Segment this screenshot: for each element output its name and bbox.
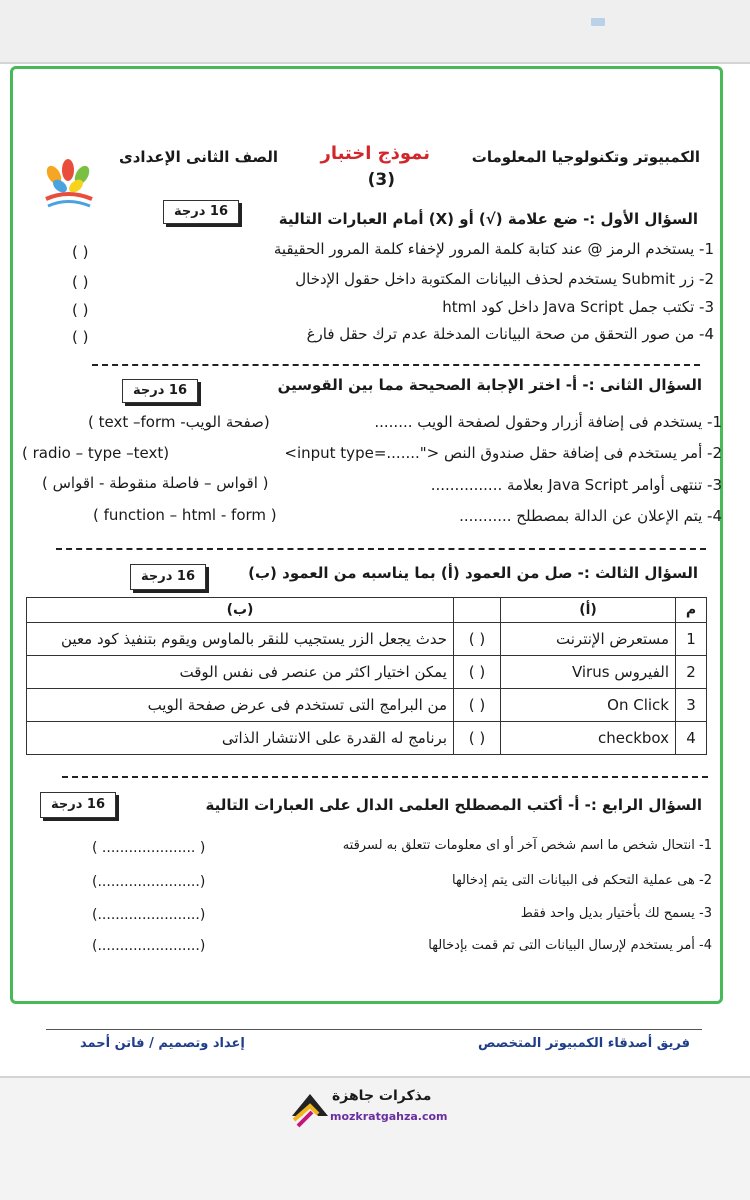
q4-item: 3- يسمح لك بأختيار بديل واحد فقط: [520, 906, 712, 921]
table-row: [27, 656, 707, 689]
table-row: [27, 722, 707, 755]
q1-item: 2- زر Submit يستخدم لحذف البيانات المكتوبة داخل حقول الإدخال: [295, 270, 714, 288]
col-num-header: م: [676, 598, 707, 623]
grade-label: الصف الثانى الإعدادى: [118, 148, 278, 166]
row-num: 3: [676, 689, 707, 722]
section-divider: [62, 776, 708, 778]
answer-bracket[interactable]: ( ): [454, 722, 501, 755]
row-num: 2: [676, 656, 707, 689]
subject-title: الكمبيوتر وتكنولوجيا المعلومات: [471, 148, 700, 166]
col-a-header: (أ): [501, 598, 676, 623]
section-divider: [92, 364, 700, 366]
answer-bracket[interactable]: ( ): [454, 623, 501, 656]
watermark-url[interactable]: mozkratgahza.com: [330, 1110, 448, 1123]
q2-item: 4- يتم الإعلان عن الدالة بمصطلح ...........: [459, 507, 722, 525]
row-num: 1: [676, 623, 707, 656]
q2-item: 3- تنتهى أوامر Java Script بعلامة ...............: [430, 476, 722, 494]
exam-number: (3): [367, 170, 395, 190]
col-b-cell: يمكن اختيار اكثر من عنصر فى نفس الوقت: [27, 656, 454, 689]
answer-bracket[interactable]: ( ): [454, 689, 501, 722]
site-watermark: [288, 1086, 458, 1132]
q4-item: 1- انتحال شخص ما اسم شخص آخر أو اى معلومات تتعلق به لسرقته: [342, 838, 712, 853]
watermark-arabic: مذكرات جاهزة: [332, 1088, 432, 1104]
table-row: [27, 689, 707, 722]
q3-score-badge: 16 درجة: [130, 564, 206, 590]
col-bracket-header: [454, 598, 501, 623]
q2-options: ( اقواس – فاصلة منقوطة - اقواس ): [42, 474, 269, 492]
q1-item: 4- من صور التحقق من صحة البيانات المدخلة عدم ترك حقل فارغ: [306, 325, 714, 343]
footer-credit: إعداد وتصميم / فاتن أحمد: [80, 1036, 245, 1051]
viewer-top-bar: [0, 0, 750, 62]
q2-item: 2- أمر يستخدم فى إضافة حقل صندوق النص <".......=input type>: [284, 444, 722, 462]
school-logo-icon: [40, 157, 98, 217]
tab-indicator-icon: [591, 18, 605, 26]
q4-title: السؤال الرابع :- أ- أكتب المصطلح العلمى الدال على العبارات التالية: [205, 796, 702, 814]
row-num: 4: [676, 722, 707, 755]
q2-options: (صفحة الويب- text –form ): [88, 413, 270, 431]
matching-table: [26, 597, 707, 755]
page-border: [10, 66, 723, 1004]
section-divider: [56, 548, 706, 550]
q4-answer-blank[interactable]: (.......................): [92, 907, 206, 923]
q2-item: 1- يستخدم فى إضافة أزرار وحقول لصفحة الويب ........: [374, 413, 722, 431]
q2-score-badge: 16 درجة: [122, 379, 198, 403]
q4-answer-blank[interactable]: (.......................): [92, 938, 206, 954]
col-b-cell: من البرامج التى تستخدم فى عرض صفحة الويب: [27, 689, 454, 722]
q2-options: ( function – html - form ): [93, 506, 277, 524]
answer-bracket[interactable]: ( ): [454, 656, 501, 689]
q1-title: السؤال الأول :- ضع علامة (√) أو (X) أمام العبارات التالية: [278, 210, 698, 228]
q1-answer-blank[interactable]: ( ): [72, 243, 89, 261]
q1-item: 3- تكتب جمل Java Script داخل كود html: [442, 298, 714, 316]
q1-item: 1- يستخدم الرمز @ عند كتابة كلمة المرور لإخفاء كلمة المرور الحقيقية: [273, 240, 714, 258]
exam-title: نموذج اختبار: [320, 143, 430, 164]
footer-divider: [46, 1029, 702, 1030]
q2-title: السؤال الثانى :- أ- اختر الإجابة الصحيحة مما بين القوسين: [277, 376, 702, 394]
col-b-cell: حدث يجعل الزر يستجيب للنقر بالماوس ويقوم بتنفيذ كود معين: [27, 623, 454, 656]
col-a-cell: مستعرض الإنترنت: [501, 623, 676, 656]
q1-answer-blank[interactable]: ( ): [72, 273, 89, 291]
table-row: [27, 623, 707, 656]
q4-answer-blank[interactable]: ( ..................... ): [92, 840, 206, 856]
q1-score-badge: 16 درجة: [163, 200, 239, 224]
col-b-header: (ب): [27, 598, 454, 623]
col-a-cell: On Click: [501, 689, 676, 722]
q1-answer-blank[interactable]: ( ): [72, 328, 89, 346]
q4-item: 4- أمر يستخدم لإرسال البيانات التى تم قمت بإدخالها: [428, 938, 712, 953]
col-a-cell: checkbox: [501, 722, 676, 755]
q1-answer-blank[interactable]: ( ): [72, 301, 89, 319]
col-a-cell: الفيروس Virus: [501, 656, 676, 689]
q4-answer-blank[interactable]: (.......................): [92, 874, 206, 890]
watermark-logo-icon: [288, 1086, 332, 1132]
q2-options: (radio – type –text ): [22, 444, 170, 462]
table-header-row: [27, 598, 707, 623]
footer-team: فريق أصدقاء الكمبيوتر المتخصص: [478, 1036, 690, 1051]
q4-score-badge: 16 درجة: [40, 792, 116, 818]
col-b-cell: برنامج له القدرة على الانتشار الذاتى: [27, 722, 454, 755]
q3-title: السؤال الثالث :- صل من العمود (أ) بما يناسبه من العمود (ب): [248, 564, 698, 582]
q4-item: 2- هى عملية التحكم فى البيانات التى يتم إدخالها: [452, 873, 712, 888]
